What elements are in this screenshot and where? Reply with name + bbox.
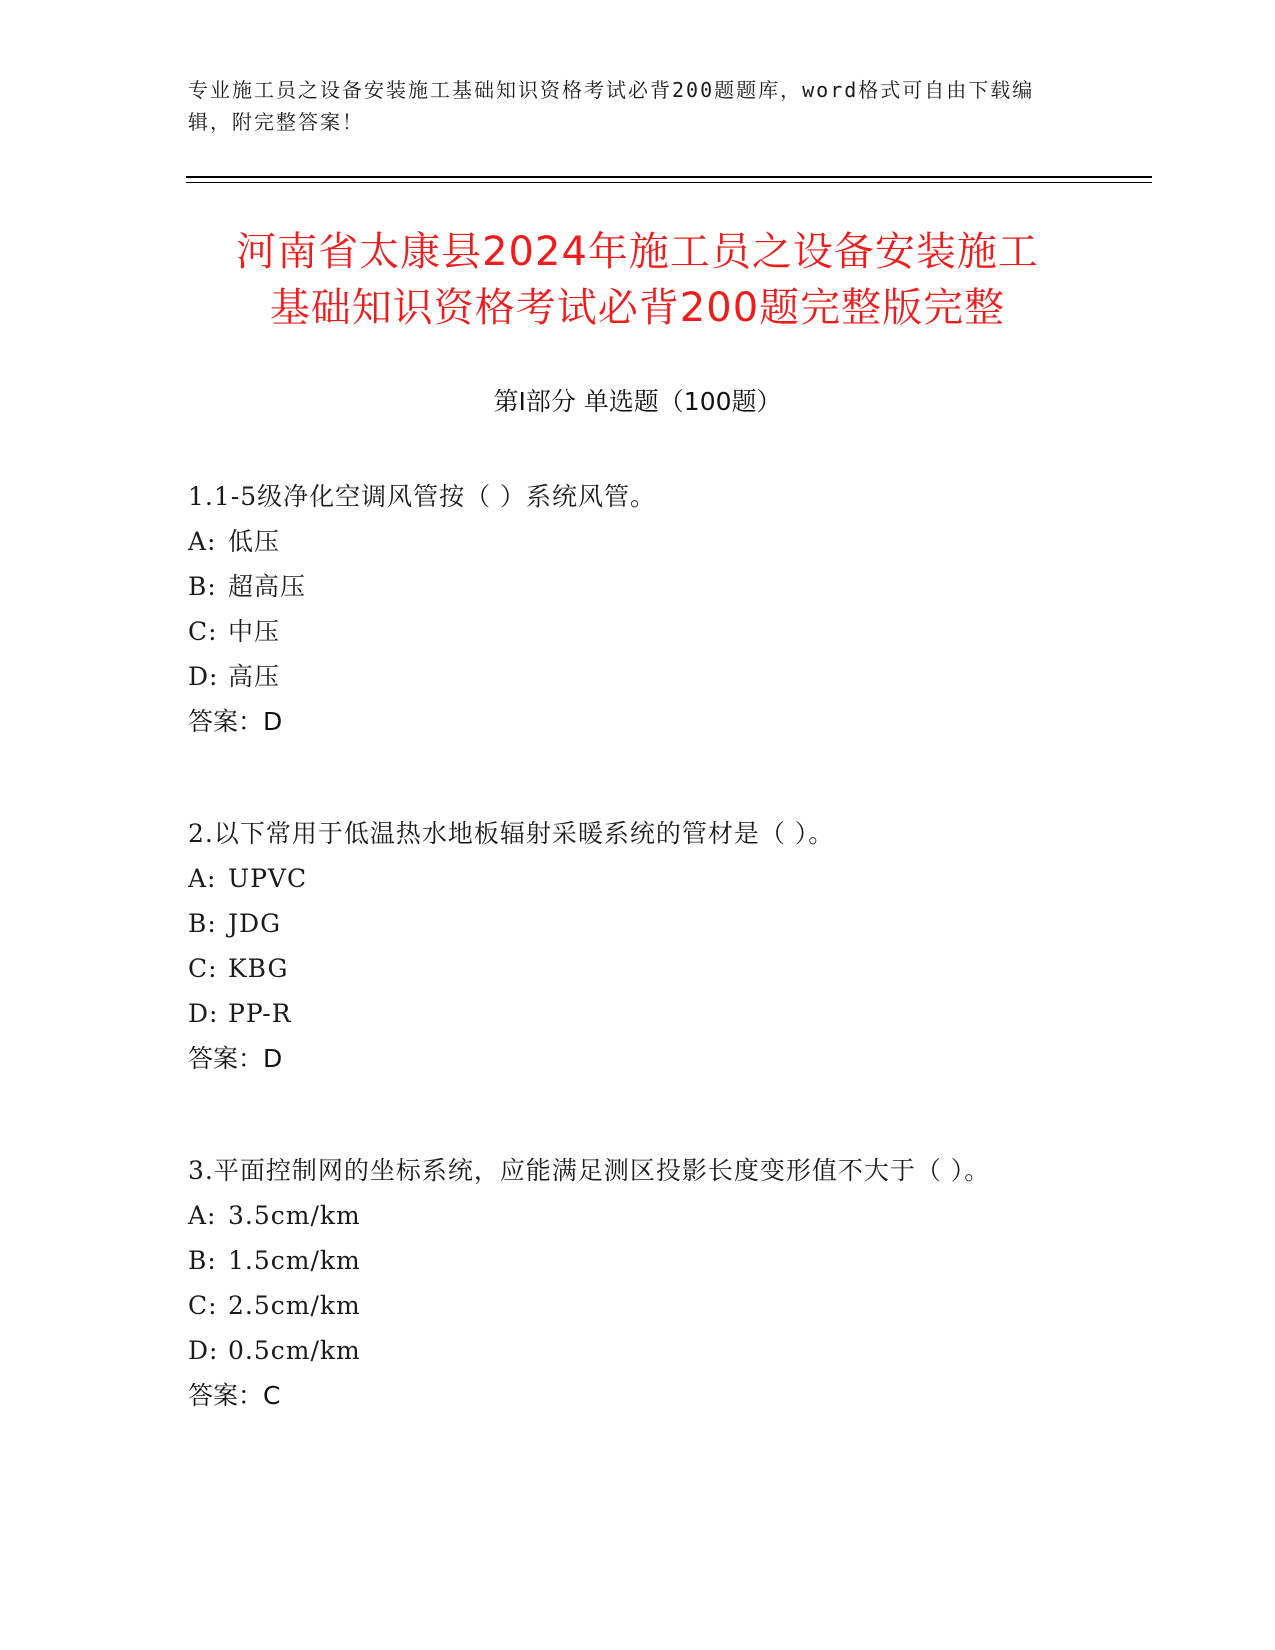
question-3	[188, 1148, 1068, 1418]
option-text: KBG	[228, 954, 289, 983]
option-c	[188, 946, 1068, 991]
option-text: 3.5cm/km	[228, 1201, 361, 1230]
option-text: PP-R	[228, 999, 292, 1028]
option-c	[188, 1283, 1068, 1328]
section-title: 第Ⅰ部分 单选题（100题）	[493, 387, 782, 416]
answer-value: D	[263, 707, 283, 736]
option-text: UPVC	[228, 864, 308, 893]
option-d	[188, 991, 1068, 1036]
option-letter: C:	[188, 954, 218, 983]
answer-prefix: 答案：	[188, 707, 264, 736]
option-a	[188, 519, 1068, 564]
option-d	[188, 654, 1068, 699]
option-a	[188, 856, 1068, 901]
option-letter: B:	[188, 909, 217, 938]
question-stem: 2.以下常用于低温热水地板辐射采暖系统的管材是（ ）。	[188, 819, 835, 848]
answer-prefix: 答案：	[188, 1381, 264, 1410]
option-text: 超高压	[228, 572, 307, 601]
option-text: 低压	[228, 527, 281, 556]
header-note: 专业施工员之设备安装施工基础知识资格考试必背200题题库，word格式可自由下载编辑，附完整答案！	[188, 78, 1035, 134]
option-text: 中压	[228, 617, 281, 646]
answer-line	[188, 1373, 1068, 1418]
option-b	[188, 564, 1068, 609]
answer-line	[188, 1036, 1068, 1081]
option-text: 高压	[228, 662, 281, 691]
option-letter: A:	[188, 527, 217, 556]
option-letter: B:	[188, 1246, 217, 1275]
answer-prefix: 答案：	[188, 1044, 264, 1073]
option-d	[188, 1328, 1068, 1373]
option-text: 1.5cm/km	[228, 1246, 361, 1275]
answer-value: D	[263, 1044, 283, 1073]
document-title-line-2: 基础知识资格考试必背200题完整版完整	[269, 285, 1006, 331]
header-rule-thick	[186, 176, 1152, 178]
option-text: 2.5cm/km	[228, 1291, 361, 1320]
question-2	[188, 811, 1068, 1081]
option-text: JDG	[228, 909, 282, 938]
question-gap	[188, 744, 1068, 811]
option-letter: A:	[188, 1201, 217, 1230]
document-title-line-1: 河南省太康县2024年施工员之设备安装施工	[236, 229, 1039, 275]
option-b	[188, 901, 1068, 946]
option-letter: B:	[188, 572, 217, 601]
option-letter: D:	[188, 999, 219, 1028]
option-letter: C:	[188, 617, 218, 646]
option-a	[188, 1193, 1068, 1238]
question-gap	[188, 1081, 1068, 1148]
answer-value: C	[263, 1381, 281, 1410]
option-c	[188, 609, 1068, 654]
question-stem: 3.平面控制网的坐标系统，应能满足测区投影长度变形值不大于（ ）。	[188, 1156, 991, 1185]
option-letter: D:	[188, 662, 219, 691]
question-list	[188, 474, 1068, 1418]
document-title	[140, 224, 1135, 336]
option-b	[188, 1238, 1068, 1283]
header-rule-thin	[186, 182, 1152, 183]
option-text: 0.5cm/km	[228, 1336, 361, 1365]
option-letter: D:	[188, 1336, 219, 1365]
option-letter: A:	[188, 864, 217, 893]
option-letter: C:	[188, 1291, 218, 1320]
question-1	[188, 474, 1068, 744]
answer-line	[188, 699, 1068, 744]
question-stem: 1.1-5级净化空调风管按（ ）系统风管。	[188, 482, 657, 511]
